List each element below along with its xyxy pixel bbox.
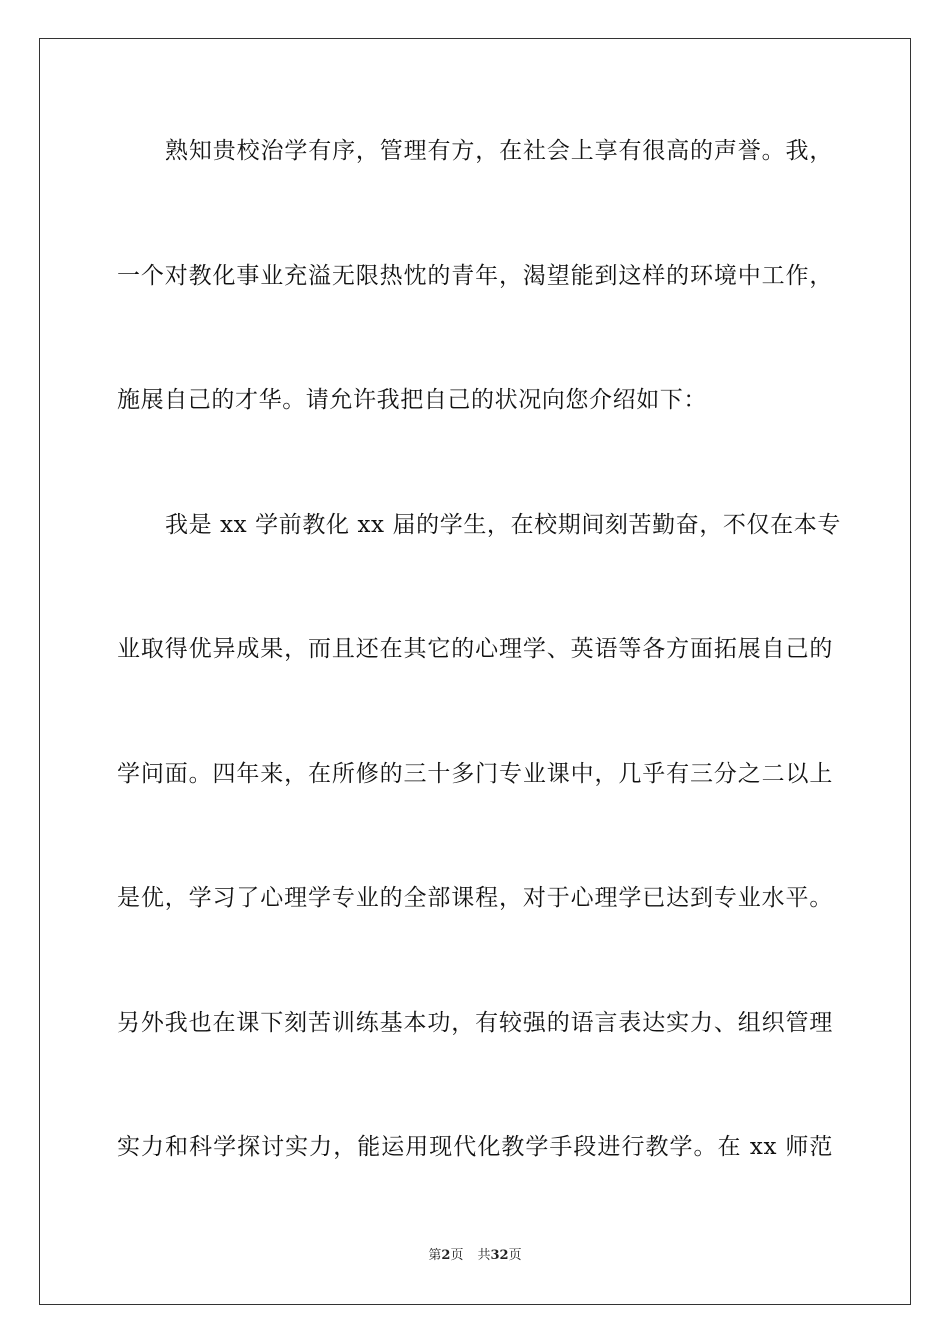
paragraph-2-line-1: 我是 xx 学前教化 xx 届的学生，在校期间刻苦勤奋，不仅在本专: [165, 512, 841, 538]
total-suffix: 页: [508, 1248, 522, 1263]
page-suffix: 页: [450, 1248, 464, 1263]
page-border: [39, 38, 911, 1305]
page-prefix: 第: [428, 1248, 442, 1263]
paragraph-2-line-3: 学问面。四年来，在所修的三十多门专业课中，几乎有三分之二以上: [117, 761, 833, 787]
page-number: 2: [441, 1248, 451, 1263]
total-pages: 32: [490, 1248, 509, 1263]
paragraph-2-line-5: 另外我也在课下刻苦训练基本功，有较强的语言表达实力、组织管理: [117, 1010, 833, 1036]
paragraph-1-line-3: 施展自己的才华。请允许我把自己的状况向您介绍如下：: [117, 387, 707, 413]
page-footer: [0, 1247, 950, 1265]
paragraph-2-line-2: 业取得优异成果，而且还在其它的心理学、英语等各方面拓展自己的: [117, 636, 833, 662]
paragraph-2-line-4: 是优，学习了心理学专业的全部课程，对于心理学已达到专业水平。: [117, 885, 833, 911]
paragraph-2-line-6: 实力和科学探讨实力，能运用现代化教学手段进行教学。在 xx 师范: [117, 1134, 833, 1160]
total-prefix: 共: [477, 1248, 491, 1263]
paragraph-1-line-1: 熟知贵校治学有序，管理有方，在社会上享有很高的声誉。我，: [165, 138, 833, 164]
paragraph-1-line-2: 一个对教化事业充溢无限热忱的青年，渴望能到这样的环境中工作，: [117, 263, 833, 289]
